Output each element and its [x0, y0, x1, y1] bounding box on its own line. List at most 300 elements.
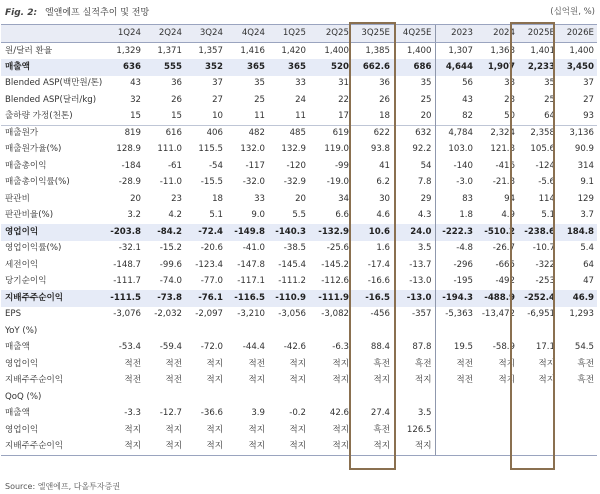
table-cell: 622 — [352, 125, 393, 142]
table-cell: 38 — [504, 78, 515, 89]
table-cell: -59.4 — [159, 342, 182, 353]
table-cell: 적지 — [268, 439, 309, 456]
table-cell: 적전 — [124, 375, 141, 386]
row-label: 영업이익 — [5, 358, 39, 369]
table-cell: -11.0 — [159, 177, 182, 188]
table-cell: 흑전 — [414, 358, 432, 369]
table-cell: 56 — [435, 76, 476, 93]
table-cell — [518, 439, 558, 456]
column-header: 2026E — [558, 25, 597, 43]
table-cell: 적지 — [352, 439, 393, 456]
table-cell: -20.6 — [200, 243, 223, 254]
table-cell: -12.7 — [159, 408, 182, 419]
table-cell: 11 — [254, 111, 265, 122]
table-cell: -77.0 — [200, 276, 223, 287]
table-cell: 1,307 — [435, 43, 476, 60]
table-cell: 616 — [144, 125, 185, 142]
table-row — [1, 422, 597, 439]
table-row — [1, 109, 597, 126]
table-cell — [476, 389, 518, 406]
table-cell: 6.2 — [376, 177, 390, 188]
table-row — [1, 439, 597, 456]
table-cell: -76.1 — [185, 290, 226, 307]
table-cell — [558, 422, 597, 439]
table-cell: 적지 — [206, 424, 223, 435]
table-cell: -99.6 — [159, 259, 182, 270]
table-cell: 121.8 — [490, 144, 515, 155]
table-cell: 2,233 — [518, 59, 558, 76]
table-cell: -145.2 — [321, 259, 349, 270]
table-cell: 43 — [435, 92, 476, 109]
table-cell: 83 — [435, 191, 476, 208]
table-cell: 94 — [504, 193, 515, 204]
table-cell: 54 — [420, 160, 432, 171]
table-cell: 적전 — [165, 358, 182, 369]
row-label: 매출총이익률(%) — [5, 177, 70, 188]
table-cell: 42.6 — [329, 408, 349, 419]
table-cell: -15.2 — [159, 243, 182, 254]
table-cell: -110.9 — [268, 290, 309, 307]
table-cell: 적지 — [185, 439, 226, 456]
table-cell: 90.9 — [574, 144, 594, 155]
table-cell: -19.0 — [326, 177, 349, 188]
table-cell: 35 — [544, 78, 555, 89]
table-cell: 43 — [130, 78, 141, 89]
table-cell: 20 — [295, 193, 306, 204]
table-cell: 18 — [212, 193, 223, 204]
table-row — [1, 191, 597, 208]
table-cell: 3.2 — [127, 210, 141, 221]
table-cell: 132.0 — [240, 144, 265, 155]
table-row — [1, 307, 597, 324]
table-cell: 적지 — [144, 439, 185, 456]
table-cell: 10 — [212, 111, 223, 122]
table-cell: 5.5 — [292, 210, 306, 221]
table-row — [1, 92, 597, 109]
table-cell: 103.0 — [435, 142, 476, 159]
table-cell — [268, 389, 309, 406]
table-cell: 적지 — [226, 439, 268, 456]
table-cell: 64 — [583, 259, 594, 270]
table-cell: 93 — [583, 111, 594, 122]
table-cell: -13,472 — [481, 309, 515, 320]
table-cell — [268, 323, 309, 340]
table-cell: 17 — [338, 111, 349, 122]
table-cell: -44.4 — [242, 342, 265, 353]
table-cell: -3,056 — [278, 309, 306, 320]
table-cell — [476, 406, 518, 423]
table-cell: 적지 — [289, 375, 306, 386]
table-cell: -5.6 — [538, 177, 555, 188]
row-label: 당기순이익 — [5, 276, 47, 287]
table-cell: 1,416 — [240, 45, 265, 56]
table-cell: 25 — [254, 94, 265, 105]
table-cell: 적전 — [435, 356, 476, 373]
table-cell: 23 — [171, 193, 182, 204]
table-cell: 37 — [583, 78, 594, 89]
table-cell: -148.7 — [113, 259, 141, 270]
table-cell: -111.2 — [278, 276, 306, 287]
table-cell: 25 — [544, 94, 555, 105]
table-cell — [103, 389, 144, 406]
table-cell: 555 — [144, 59, 185, 76]
table-cell: 406 — [185, 125, 226, 142]
table-cell — [226, 323, 268, 340]
table-cell — [518, 406, 558, 423]
table-cell — [103, 323, 144, 340]
row-label: 출하량 가정(천톤) — [5, 111, 73, 122]
table-cell: -357 — [411, 309, 432, 320]
column-header: 1Q25 — [268, 25, 309, 43]
table-cell: -416 — [495, 160, 515, 171]
table-cell: -111.7 — [113, 276, 141, 287]
table-cell: 115.5 — [198, 144, 223, 155]
table-row — [1, 224, 597, 241]
row-label: 세전이익 — [5, 259, 39, 270]
row-label: QoQ (%) — [5, 391, 42, 402]
table-cell: -111.5 — [103, 290, 144, 307]
table-cell: 흑전 — [373, 424, 390, 435]
table-cell — [352, 323, 393, 340]
table-cell: -132.9 — [309, 224, 352, 241]
table-cell — [558, 323, 597, 340]
column-header: 2Q25 — [309, 25, 352, 43]
table-cell — [144, 389, 185, 406]
table-cell: -117.1 — [237, 276, 265, 287]
table-cell: -84.2 — [144, 224, 185, 241]
column-header: 4Q24 — [226, 25, 268, 43]
table-cell: -140.3 — [268, 224, 309, 241]
table-cell: -112.6 — [321, 276, 349, 287]
table-cell: 819 — [103, 125, 144, 142]
column-header: 2Q24 — [144, 25, 185, 43]
table-cell: 1,907 — [476, 59, 518, 76]
table-cell: 흑전 — [577, 375, 594, 386]
table-cell — [309, 389, 352, 406]
table-cell: 적지 — [414, 375, 432, 386]
table-cell: -21.8 — [492, 177, 515, 188]
table-cell: 적지 — [165, 424, 182, 435]
row-label: 지배주주순이익 — [1, 290, 103, 307]
table-row — [1, 43, 597, 60]
table-cell — [435, 406, 476, 423]
table-cell: 적전 — [124, 358, 141, 369]
row-label: 영업이익 — [5, 424, 39, 435]
table-row — [1, 323, 597, 340]
table-cell: 128.9 — [116, 144, 141, 155]
table-cell: 20 — [130, 193, 141, 204]
table-cell: 35 — [420, 78, 432, 89]
table-cell: 1,420 — [281, 45, 306, 56]
table-cell — [435, 439, 476, 456]
column-header: 3Q25E — [352, 25, 393, 43]
table-cell: -184 — [121, 160, 141, 171]
table-row — [1, 158, 597, 175]
row-label: EPS — [5, 309, 22, 320]
table-cell: 33 — [254, 193, 265, 204]
table-cell: -3.3 — [124, 408, 141, 419]
row-label: 영업이익률(%) — [5, 243, 62, 254]
table-cell: 54.5 — [574, 342, 594, 353]
table-cell: 31 — [338, 78, 349, 89]
table-cell: 1,401 — [530, 45, 555, 56]
table-cell: 1,357 — [198, 45, 223, 56]
table-cell: -53.4 — [118, 342, 141, 353]
table-cell: -6,951 — [527, 309, 555, 320]
table-cell: 3,450 — [558, 59, 597, 76]
table-cell: 적지 — [498, 375, 515, 386]
table-cell: -238.6 — [518, 224, 558, 241]
table-cell: 64 — [544, 111, 555, 122]
table-cell: -61 — [167, 160, 182, 171]
row-label: 원/달러 환율 — [5, 45, 53, 56]
table-cell: 4.2 — [168, 210, 182, 221]
table-cell: -26.7 — [492, 243, 515, 254]
table-cell: -3,082 — [321, 309, 349, 320]
table-row — [1, 241, 597, 258]
table-cell: 7.8 — [417, 177, 432, 188]
table-cell: -322 — [535, 259, 555, 270]
table-cell: -252.4 — [518, 290, 558, 307]
table-cell: 111.0 — [157, 144, 182, 155]
table-cell: -10.7 — [532, 243, 555, 254]
table-cell: 47 — [583, 276, 594, 287]
table-cell: 93.8 — [370, 144, 390, 155]
table-cell — [518, 323, 558, 340]
table-cell: -222.3 — [435, 224, 476, 241]
table-cell: 4.3 — [417, 210, 432, 221]
table-cell: 3,136 — [558, 125, 597, 142]
table-row — [1, 125, 597, 142]
table-cell: -5,363 — [435, 307, 476, 324]
table-cell: -73.8 — [144, 290, 185, 307]
row-label: 매출액 — [1, 59, 103, 76]
table-cell — [435, 389, 476, 406]
table-cell — [226, 389, 268, 406]
table-cell: 3.5 — [417, 243, 432, 254]
table-cell: 482 — [226, 125, 268, 142]
table-row — [1, 356, 597, 373]
table-cell: 10.6 — [352, 224, 393, 241]
table-cell: 632 — [393, 125, 435, 142]
table-cell: 41 — [379, 160, 390, 171]
table-cell: 1,329 — [116, 45, 141, 56]
table-cell: -2,032 — [154, 309, 182, 320]
column-header: 4Q25E — [393, 25, 435, 43]
table-row — [1, 389, 597, 406]
table-cell: 662.6 — [352, 59, 393, 76]
table-cell: 29 — [420, 193, 432, 204]
row-label: 영업이익 — [1, 224, 103, 241]
table-cell: 흑전 — [577, 358, 594, 369]
table-cell: 114 — [538, 193, 555, 204]
table-cell: 적지 — [124, 424, 141, 435]
table-cell: -510.2 — [476, 224, 518, 241]
table-cell: 636 — [103, 59, 144, 76]
table-cell: 17.1 — [535, 342, 555, 353]
table-cell: 흑전 — [373, 358, 390, 369]
table-cell: 129 — [577, 193, 594, 204]
table-cell: 3.5 — [417, 408, 432, 419]
table-cell: 365 — [226, 59, 268, 76]
table-cell: 24.0 — [393, 224, 435, 241]
table-cell — [476, 439, 518, 456]
table-cell: 5.4 — [580, 243, 594, 254]
table-cell: 27.4 — [370, 408, 390, 419]
table-cell: 46.9 — [558, 290, 597, 307]
row-label: 매출원가 — [1, 125, 103, 142]
table-cell — [185, 389, 226, 406]
table-cell: -16.5 — [352, 290, 393, 307]
table-cell: 1,400 — [324, 45, 349, 56]
table-cell: 적지 — [289, 424, 306, 435]
table-cell: 적지 — [332, 424, 349, 435]
table-cell: -123.4 — [195, 259, 223, 270]
table-cell: 27 — [583, 94, 594, 105]
table-cell: 적지 — [309, 439, 352, 456]
table-cell: -6.3 — [332, 342, 349, 353]
table-cell — [393, 389, 435, 406]
table-cell: 1,400 — [406, 45, 432, 56]
table-cell: -116.5 — [226, 290, 268, 307]
row-label: Blended ASP(달러/kg) — [5, 94, 97, 105]
table-cell — [185, 323, 226, 340]
table-header-row — [1, 25, 597, 43]
table-cell: -15.5 — [200, 177, 223, 188]
table-cell — [144, 323, 185, 340]
table-cell — [518, 422, 558, 439]
row-label: 매출액 — [5, 408, 30, 419]
source-note: Source: 엘앤에프, 다올투자증권 — [5, 482, 121, 491]
table-cell: -32.0 — [242, 177, 265, 188]
table-cell: -253 — [535, 276, 555, 287]
table-cell: -72.0 — [200, 342, 223, 353]
table-row — [1, 290, 597, 307]
column-header: 2023 — [435, 25, 476, 43]
table-cell: 9.0 — [251, 210, 265, 221]
table-cell: 적지 — [206, 358, 223, 369]
table-cell: -195 — [435, 274, 476, 291]
table-cell: -296 — [435, 257, 476, 274]
table-cell: 686 — [393, 59, 435, 76]
row-label: Blended ASP(백만원/톤) — [5, 78, 103, 89]
table-cell: 22 — [338, 94, 349, 105]
row-label: YoY (%) — [5, 325, 38, 336]
earnings-table — [1, 24, 597, 456]
table-cell: -25.6 — [326, 243, 349, 254]
table-cell: -2,097 — [195, 309, 223, 320]
table-cell: 26 — [171, 94, 182, 105]
table-cell: 15 — [130, 111, 141, 122]
table-cell: 24 — [295, 94, 306, 105]
table-cell — [352, 389, 393, 406]
table-cell: 15 — [171, 111, 182, 122]
table-cell: -72.4 — [185, 224, 226, 241]
table-cell: 126.5 — [406, 424, 432, 435]
table-cell: -74.0 — [159, 276, 182, 287]
table-row — [1, 274, 597, 291]
table-row — [1, 257, 597, 274]
table-cell: 36 — [379, 78, 390, 89]
table-cell: 적지 — [332, 375, 349, 386]
column-header: 2025E — [518, 25, 558, 43]
table-cell — [393, 323, 435, 340]
table-cell — [558, 389, 597, 406]
table-cell — [518, 389, 558, 406]
table-cell — [435, 323, 476, 340]
table-cell: 적전 — [165, 375, 182, 386]
table-cell: -145.4 — [278, 259, 306, 270]
table-cell: -111.9 — [309, 290, 352, 307]
table-cell: 119.0 — [324, 144, 349, 155]
table-cell: 19.5 — [435, 340, 476, 357]
table-cell: 4.9 — [501, 210, 515, 221]
table-body — [1, 43, 597, 456]
table-cell: 적전 — [435, 373, 476, 390]
column-header: 1Q24 — [103, 25, 144, 43]
table-cell: 적지 — [498, 358, 515, 369]
table-cell: 3.9 — [251, 408, 265, 419]
table-cell: 35 — [254, 78, 265, 89]
table-cell: -149.8 — [226, 224, 268, 241]
table-cell: 36 — [171, 78, 182, 89]
table-cell: -13.0 — [409, 276, 432, 287]
table-cell: -488.9 — [476, 290, 518, 307]
table-cell: 적지 — [373, 375, 390, 386]
table-cell: 25 — [420, 94, 432, 105]
table-cell: 88.4 — [370, 342, 390, 353]
table-cell: 적지 — [206, 375, 223, 386]
table-cell — [476, 422, 518, 439]
header-corner — [1, 25, 103, 43]
table-cell: 적지 — [103, 439, 144, 456]
table-cell: 28 — [504, 94, 515, 105]
table-cell: -3.0 — [435, 175, 476, 192]
table-row — [1, 340, 597, 357]
table-cell: -54 — [208, 160, 223, 171]
table-cell: 18 — [379, 111, 390, 122]
table-cell: 314 — [577, 160, 594, 171]
table-cell: 9.1 — [580, 177, 594, 188]
table-cell — [558, 439, 597, 456]
table-row — [1, 406, 597, 423]
table-cell: 1,371 — [157, 45, 182, 56]
column-header: 3Q24 — [185, 25, 226, 43]
table-cell: -16.6 — [367, 276, 390, 287]
table-cell: -3,210 — [237, 309, 265, 320]
table-cell: 2,358 — [518, 125, 558, 142]
unit-label: (십억원, %) — [550, 7, 595, 17]
table-cell: 105.6 — [530, 144, 555, 155]
table-cell: 4.6 — [376, 210, 390, 221]
table-cell: 520 — [309, 59, 352, 76]
table-cell: 132.9 — [281, 144, 306, 155]
table-row — [1, 373, 597, 390]
table-cell: -3,076 — [113, 309, 141, 320]
table-cell — [309, 323, 352, 340]
table-cell: -665 — [495, 259, 515, 270]
column-header: 2024 — [476, 25, 518, 43]
table-cell: 20 — [420, 111, 432, 122]
table-cell: 적지 — [289, 358, 306, 369]
table-cell: 적지 — [538, 375, 555, 386]
table-cell: 352 — [185, 59, 226, 76]
table-cell: 1,293 — [569, 309, 594, 320]
table-cell: 37 — [212, 78, 223, 89]
table-cell: 4,644 — [435, 59, 476, 76]
table-cell: -0.2 — [289, 408, 306, 419]
table-cell: 1,368 — [490, 45, 515, 56]
